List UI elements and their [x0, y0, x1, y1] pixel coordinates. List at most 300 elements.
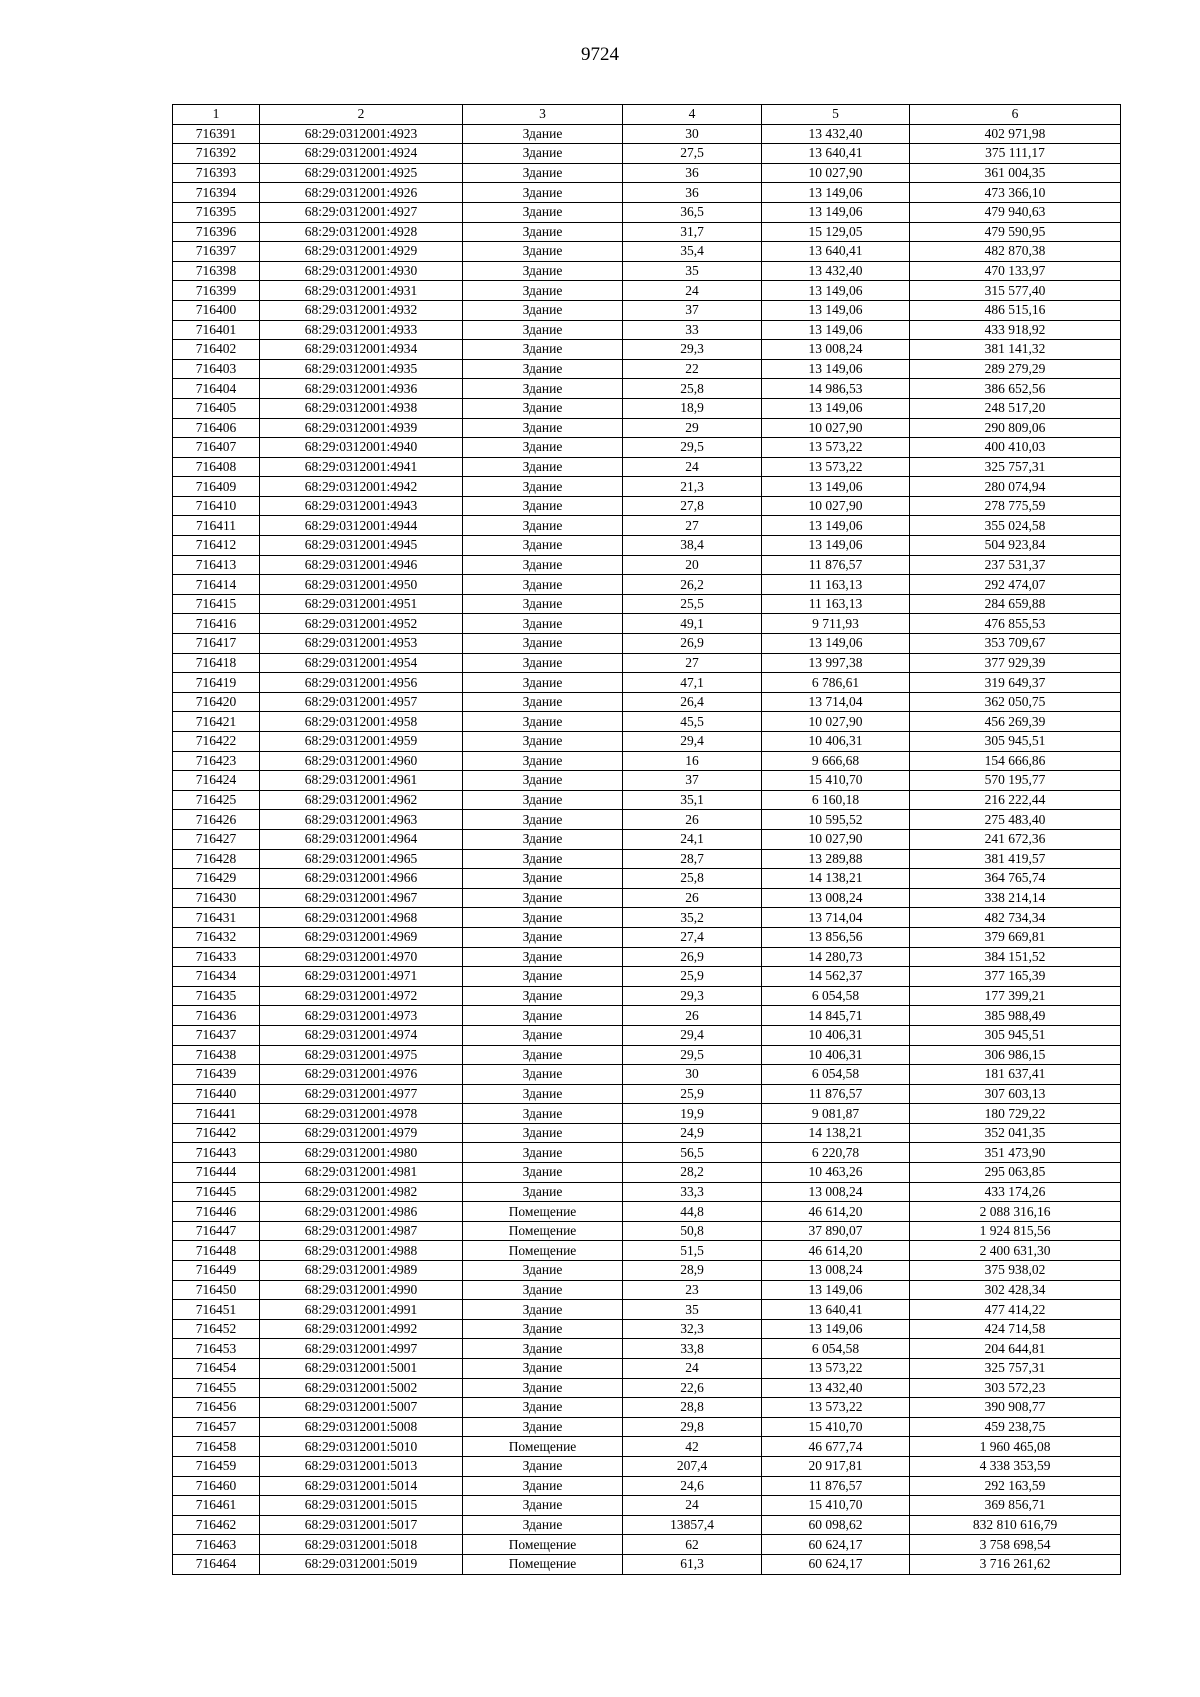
- table-cell-col-5: 13 640,41: [762, 242, 910, 262]
- table-cell-col-2: 68:29:0312001:5013: [260, 1456, 463, 1476]
- table-cell-col-4: 36,5: [623, 202, 762, 222]
- table-row: [173, 438, 1121, 458]
- table-cell-col-2: 68:29:0312001:5018: [260, 1535, 463, 1555]
- table-cell-col-2: 68:29:0312001:4925: [260, 163, 463, 183]
- table-cell-col-1: 716405: [173, 398, 260, 418]
- table-cell-col-5: 46 614,20: [762, 1202, 910, 1222]
- table-cell-col-1: 716464: [173, 1554, 260, 1574]
- table-cell-col-4: 56,5: [623, 1143, 762, 1163]
- table-cell-col-5: 11 876,57: [762, 555, 910, 575]
- table-cell-col-4: 28,9: [623, 1261, 762, 1281]
- table-cell-col-2: 68:29:0312001:5019: [260, 1554, 463, 1574]
- table-cell-col-1: 716441: [173, 1104, 260, 1124]
- table-cell-col-6: 832 810 616,79: [910, 1515, 1121, 1535]
- table-cell-col-6: 305 945,51: [910, 732, 1121, 752]
- column-header-5: 5: [762, 105, 910, 125]
- table-cell-col-2: 68:29:0312001:5001: [260, 1359, 463, 1379]
- table-cell-col-2: 68:29:0312001:4944: [260, 516, 463, 536]
- table-cell-col-2: 68:29:0312001:4941: [260, 457, 463, 477]
- table-cell-col-4: 35,4: [623, 242, 762, 262]
- table-cell-col-6: 303 572,23: [910, 1378, 1121, 1398]
- table-row: [173, 320, 1121, 340]
- table-row: [173, 967, 1121, 987]
- table-cell-col-3: Здание: [463, 634, 623, 654]
- table-cell-col-3: Здание: [463, 1280, 623, 1300]
- table-row: [173, 634, 1121, 654]
- table-cell-col-4: 42: [623, 1437, 762, 1457]
- table-cell-col-1: 716425: [173, 790, 260, 810]
- table-cell-col-4: 35,1: [623, 790, 762, 810]
- table-cell-col-1: 716403: [173, 359, 260, 379]
- table-cell-col-6: 154 666,86: [910, 751, 1121, 771]
- table-cell-col-1: 716427: [173, 829, 260, 849]
- table-cell-col-3: Здание: [463, 1378, 623, 1398]
- table-cell-col-2: 68:29:0312001:4936: [260, 379, 463, 399]
- table-row: [173, 1280, 1121, 1300]
- table-cell-col-6: 377 929,39: [910, 653, 1121, 673]
- table-cell-col-4: 21,3: [623, 477, 762, 497]
- table-cell-col-2: 68:29:0312001:4940: [260, 438, 463, 458]
- table-row: [173, 1104, 1121, 1124]
- table-cell-col-4: 45,5: [623, 712, 762, 732]
- column-header-4: 4: [623, 105, 762, 125]
- table-cell-col-4: 24,1: [623, 829, 762, 849]
- table-cell-col-2: 68:29:0312001:4971: [260, 967, 463, 987]
- column-header-3: 3: [463, 105, 623, 125]
- table-cell-col-2: 68:29:0312001:4976: [260, 1065, 463, 1085]
- table-row: [173, 947, 1121, 967]
- table-cell-col-3: Здание: [463, 869, 623, 889]
- table-cell-col-6: 2 088 316,16: [910, 1202, 1121, 1222]
- table-cell-col-2: 68:29:0312001:4974: [260, 1025, 463, 1045]
- table-cell-col-5: 13 573,22: [762, 457, 910, 477]
- table-cell-col-5: 60 098,62: [762, 1515, 910, 1535]
- table-cell-col-5: 13 149,06: [762, 536, 910, 556]
- table-cell-col-4: 28,2: [623, 1163, 762, 1183]
- table-row: [173, 986, 1121, 1006]
- table-row: [173, 908, 1121, 928]
- table-cell-col-3: Здание: [463, 1319, 623, 1339]
- table-cell-col-6: 275 483,40: [910, 810, 1121, 830]
- table-cell-col-6: 1 960 465,08: [910, 1437, 1121, 1457]
- table-cell-col-1: 716417: [173, 634, 260, 654]
- table-cell-col-2: 68:29:0312001:4945: [260, 536, 463, 556]
- table-cell-col-6: 325 757,31: [910, 1359, 1121, 1379]
- table-cell-col-4: 29,4: [623, 1025, 762, 1045]
- table-header: [173, 105, 1121, 125]
- table-cell-col-1: 716431: [173, 908, 260, 928]
- table-cell-col-1: 716420: [173, 692, 260, 712]
- table-cell-col-6: 292 474,07: [910, 575, 1121, 595]
- table-cell-col-1: 716436: [173, 1006, 260, 1026]
- table-cell-col-2: 68:29:0312001:4970: [260, 947, 463, 967]
- table-cell-col-2: 68:29:0312001:4981: [260, 1163, 463, 1183]
- table-cell-col-4: 62: [623, 1535, 762, 1555]
- table-cell-col-3: Здание: [463, 888, 623, 908]
- table-cell-col-4: 24: [623, 281, 762, 301]
- table-cell-col-6: 482 870,38: [910, 242, 1121, 262]
- table-cell-col-2: 68:29:0312001:4930: [260, 261, 463, 281]
- table-cell-col-5: 10 595,52: [762, 810, 910, 830]
- table-cell-col-3: Здание: [463, 1065, 623, 1085]
- table-cell-col-1: 716460: [173, 1476, 260, 1496]
- table-cell-col-2: 68:29:0312001:4973: [260, 1006, 463, 1026]
- table-cell-col-1: 716419: [173, 673, 260, 693]
- table-cell-col-3: Здание: [463, 1182, 623, 1202]
- table-cell-col-6: 302 428,34: [910, 1280, 1121, 1300]
- table-cell-col-1: 716445: [173, 1182, 260, 1202]
- table-cell-col-1: 716391: [173, 124, 260, 144]
- table-cell-col-5: 6 054,58: [762, 986, 910, 1006]
- table-cell-col-4: 25,8: [623, 869, 762, 889]
- table-cell-col-1: 716421: [173, 712, 260, 732]
- table-cell-col-1: 716463: [173, 1535, 260, 1555]
- table-cell-col-5: 11 876,57: [762, 1476, 910, 1496]
- table-cell-col-6: 433 174,26: [910, 1182, 1121, 1202]
- table-cell-col-5: 9 081,87: [762, 1104, 910, 1124]
- table-cell-col-6: 280 074,94: [910, 477, 1121, 497]
- table-row: [173, 1006, 1121, 1026]
- table-cell-col-3: Здание: [463, 555, 623, 575]
- table-cell-col-2: 68:29:0312001:5008: [260, 1417, 463, 1437]
- table-cell-col-4: 18,9: [623, 398, 762, 418]
- table-cell-col-5: 60 624,17: [762, 1554, 910, 1574]
- table-cell-col-4: 25,5: [623, 594, 762, 614]
- table-cell-col-2: 68:29:0312001:4968: [260, 908, 463, 928]
- table-row: [173, 614, 1121, 634]
- table-cell-col-5: 14 986,53: [762, 379, 910, 399]
- table-cell-col-4: 29,5: [623, 438, 762, 458]
- table-row: [173, 1359, 1121, 1379]
- table-cell-col-3: Здание: [463, 1163, 623, 1183]
- table-row: [173, 1182, 1121, 1202]
- table-row: [173, 1515, 1121, 1535]
- table-cell-col-4: 25,9: [623, 967, 762, 987]
- table-cell-col-4: 27,4: [623, 927, 762, 947]
- table-cell-col-3: Здание: [463, 1006, 623, 1026]
- table-cell-col-5: 13 149,06: [762, 516, 910, 536]
- table-cell-col-2: 68:29:0312001:5002: [260, 1378, 463, 1398]
- table-cell-col-4: 26,9: [623, 634, 762, 654]
- table-cell-col-2: 68:29:0312001:4939: [260, 418, 463, 438]
- table-row: [173, 1437, 1121, 1457]
- table-cell-col-6: 216 222,44: [910, 790, 1121, 810]
- column-header-1: 1: [173, 105, 260, 125]
- table-row: [173, 516, 1121, 536]
- table-cell-col-6: 381 141,32: [910, 340, 1121, 360]
- table-cell-col-6: 315 577,40: [910, 281, 1121, 301]
- table-cell-col-5: 13 008,24: [762, 1182, 910, 1202]
- table-cell-col-2: 68:29:0312001:4963: [260, 810, 463, 830]
- table-cell-col-1: 716392: [173, 144, 260, 164]
- table-cell-col-5: 14 280,73: [762, 947, 910, 967]
- table-cell-col-6: 375 938,02: [910, 1261, 1121, 1281]
- table-cell-col-5: 13 008,24: [762, 340, 910, 360]
- table-cell-col-4: 26: [623, 810, 762, 830]
- table-cell-col-2: 68:29:0312001:4954: [260, 653, 463, 673]
- table-cell-col-4: 36: [623, 183, 762, 203]
- table-cell-col-5: 13 432,40: [762, 124, 910, 144]
- table-cell-col-3: Здание: [463, 810, 623, 830]
- table-cell-col-5: 13 640,41: [762, 1300, 910, 1320]
- table-cell-col-3: Здание: [463, 477, 623, 497]
- table-row: [173, 1084, 1121, 1104]
- table-cell-col-5: 13 149,06: [762, 202, 910, 222]
- table-cell-col-6: 1 924 815,56: [910, 1221, 1121, 1241]
- table-cell-col-4: 44,8: [623, 1202, 762, 1222]
- table-cell-col-3: Помещение: [463, 1241, 623, 1261]
- table-cell-col-1: 716453: [173, 1339, 260, 1359]
- table-cell-col-4: 37: [623, 771, 762, 791]
- table-cell-col-5: 13 149,06: [762, 359, 910, 379]
- table-cell-col-1: 716402: [173, 340, 260, 360]
- table-row: [173, 496, 1121, 516]
- table-cell-col-3: Здание: [463, 124, 623, 144]
- table-cell-col-6: 248 517,20: [910, 398, 1121, 418]
- table-cell-col-6: 385 988,49: [910, 1006, 1121, 1026]
- column-header-6: 6: [910, 105, 1121, 125]
- table-cell-col-5: 13 714,04: [762, 908, 910, 928]
- table-cell-col-6: 456 269,39: [910, 712, 1121, 732]
- table-cell-col-6: 386 652,56: [910, 379, 1121, 399]
- table-row: [173, 1300, 1121, 1320]
- table-cell-col-2: 68:29:0312001:4979: [260, 1123, 463, 1143]
- table-cell-col-6: 292 163,59: [910, 1476, 1121, 1496]
- table-cell-col-1: 716448: [173, 1241, 260, 1261]
- table-cell-col-2: 68:29:0312001:4986: [260, 1202, 463, 1222]
- table-cell-col-1: 716426: [173, 810, 260, 830]
- table-cell-col-2: 68:29:0312001:4926: [260, 183, 463, 203]
- table-cell-col-2: 68:29:0312001:4982: [260, 1182, 463, 1202]
- table-cell-col-4: 28,8: [623, 1398, 762, 1418]
- table-cell-col-2: 68:29:0312001:4987: [260, 1221, 463, 1241]
- table-row: [173, 1319, 1121, 1339]
- table-cell-col-1: 716409: [173, 477, 260, 497]
- table-cell-col-5: 10 027,90: [762, 163, 910, 183]
- table-cell-col-2: 68:29:0312001:4923: [260, 124, 463, 144]
- table-cell-col-3: Помещение: [463, 1535, 623, 1555]
- table-cell-col-3: Здание: [463, 1084, 623, 1104]
- table-cell-col-4: 24: [623, 1496, 762, 1516]
- table-cell-col-6: 377 165,39: [910, 967, 1121, 987]
- table-cell-col-3: Здание: [463, 1045, 623, 1065]
- table-cell-col-4: 35,2: [623, 908, 762, 928]
- table-cell-col-4: 30: [623, 124, 762, 144]
- table-cell-col-6: 482 734,34: [910, 908, 1121, 928]
- table-cell-col-1: 716404: [173, 379, 260, 399]
- table-cell-col-5: 13 432,40: [762, 261, 910, 281]
- table-cell-col-3: Здание: [463, 927, 623, 947]
- table-cell-col-6: 284 659,88: [910, 594, 1121, 614]
- table-cell-col-6: 479 590,95: [910, 222, 1121, 242]
- table-cell-col-1: 716395: [173, 202, 260, 222]
- table-cell-col-4: 31,7: [623, 222, 762, 242]
- table-cell-col-6: 3 758 698,54: [910, 1535, 1121, 1555]
- table-row: [173, 810, 1121, 830]
- table-row: [173, 242, 1121, 262]
- table-cell-col-3: Здание: [463, 673, 623, 693]
- table-cell-col-1: 716401: [173, 320, 260, 340]
- table-cell-col-6: 241 672,36: [910, 829, 1121, 849]
- table-cell-col-6: 237 531,37: [910, 555, 1121, 575]
- table-cell-col-2: 68:29:0312001:5017: [260, 1515, 463, 1535]
- table-row: [173, 1221, 1121, 1241]
- table-cell-col-5: 10 406,31: [762, 732, 910, 752]
- table-cell-col-2: 68:29:0312001:4956: [260, 673, 463, 693]
- table-cell-col-6: 362 050,75: [910, 692, 1121, 712]
- table-cell-col-4: 37: [623, 300, 762, 320]
- table-cell-col-5: 6 160,18: [762, 790, 910, 810]
- table-cell-col-2: 68:29:0312001:4969: [260, 927, 463, 947]
- table-cell-col-2: 68:29:0312001:4943: [260, 496, 463, 516]
- table-cell-col-5: 10 406,31: [762, 1045, 910, 1065]
- table-cell-col-2: 68:29:0312001:4978: [260, 1104, 463, 1124]
- table-cell-col-5: 15 410,70: [762, 1496, 910, 1516]
- table-cell-col-2: 68:29:0312001:4946: [260, 555, 463, 575]
- table-cell-col-6: 2 400 631,30: [910, 1241, 1121, 1261]
- table-cell-col-5: 13 714,04: [762, 692, 910, 712]
- table-row: [173, 594, 1121, 614]
- page-number: 9724: [581, 44, 619, 65]
- table-cell-col-1: 716418: [173, 653, 260, 673]
- table-cell-col-3: Здание: [463, 536, 623, 556]
- table-cell-col-6: 351 473,90: [910, 1143, 1121, 1163]
- table-cell-col-1: 716437: [173, 1025, 260, 1045]
- table-row: [173, 1496, 1121, 1516]
- table-cell-col-3: Здание: [463, 261, 623, 281]
- table-row: [173, 379, 1121, 399]
- table-cell-col-1: 716457: [173, 1417, 260, 1437]
- table-cell-col-1: 716452: [173, 1319, 260, 1339]
- table-cell-col-5: 10 027,90: [762, 418, 910, 438]
- table-cell-col-2: 68:29:0312001:4951: [260, 594, 463, 614]
- table-row: [173, 359, 1121, 379]
- table-cell-col-6: 384 151,52: [910, 947, 1121, 967]
- table-cell-col-1: 716424: [173, 771, 260, 791]
- table-cell-col-6: 570 195,77: [910, 771, 1121, 791]
- table-cell-col-6: 355 024,58: [910, 516, 1121, 536]
- table-cell-col-4: 33,8: [623, 1339, 762, 1359]
- table-cell-col-3: Здание: [463, 575, 623, 595]
- table-cell-col-2: 68:29:0312001:4965: [260, 849, 463, 869]
- table-cell-col-1: 716415: [173, 594, 260, 614]
- table-cell-col-2: 68:29:0312001:4933: [260, 320, 463, 340]
- column-header-2: 2: [260, 105, 463, 125]
- table-cell-col-5: 13 997,38: [762, 653, 910, 673]
- table-cell-col-4: 26: [623, 1006, 762, 1026]
- table-cell-col-4: 207,4: [623, 1456, 762, 1476]
- table-cell-col-6: 306 986,15: [910, 1045, 1121, 1065]
- table-cell-col-3: Здание: [463, 1417, 623, 1437]
- table-cell-col-2: 68:29:0312001:4953: [260, 634, 463, 654]
- table-cell-col-5: 15 129,05: [762, 222, 910, 242]
- table-cell-col-2: 68:29:0312001:4997: [260, 1339, 463, 1359]
- table-row: [173, 300, 1121, 320]
- table-cell-col-2: 68:29:0312001:5010: [260, 1437, 463, 1457]
- table-cell-col-1: 716462: [173, 1515, 260, 1535]
- table-cell-col-3: Помещение: [463, 1554, 623, 1574]
- table-cell-col-5: 9 711,93: [762, 614, 910, 634]
- table-cell-col-3: Здание: [463, 1300, 623, 1320]
- table-cell-col-5: 14 562,37: [762, 967, 910, 987]
- table-cell-col-5: 13 149,06: [762, 1319, 910, 1339]
- table-cell-col-1: 716398: [173, 261, 260, 281]
- table-cell-col-1: 716440: [173, 1084, 260, 1104]
- table-cell-col-4: 27: [623, 516, 762, 536]
- table-cell-col-6: 424 714,58: [910, 1319, 1121, 1339]
- table-cell-col-5: 15 410,70: [762, 1417, 910, 1437]
- table-body: [173, 124, 1121, 1574]
- table-cell-col-3: Здание: [463, 1476, 623, 1496]
- table-cell-col-6: 364 765,74: [910, 869, 1121, 889]
- table-cell-col-1: 716408: [173, 457, 260, 477]
- table-row: [173, 849, 1121, 869]
- table-cell-col-6: 476 855,53: [910, 614, 1121, 634]
- table-cell-col-6: 278 775,59: [910, 496, 1121, 516]
- table-cell-col-4: 49,1: [623, 614, 762, 634]
- table-cell-col-2: 68:29:0312001:4928: [260, 222, 463, 242]
- table-cell-col-4: 27,8: [623, 496, 762, 516]
- table-row: [173, 457, 1121, 477]
- table-cell-col-1: 716449: [173, 1261, 260, 1281]
- table-cell-col-6: 400 410,03: [910, 438, 1121, 458]
- table-cell-col-3: Здание: [463, 653, 623, 673]
- table-row: [173, 829, 1121, 849]
- table-cell-col-5: 13 008,24: [762, 1261, 910, 1281]
- table-cell-col-4: 32,3: [623, 1319, 762, 1339]
- table-row: [173, 1476, 1121, 1496]
- table-cell-col-6: 3 716 261,62: [910, 1554, 1121, 1574]
- table-cell-col-1: 716413: [173, 555, 260, 575]
- table-cell-col-4: 23: [623, 1280, 762, 1300]
- table-cell-col-3: Здание: [463, 829, 623, 849]
- table-row: [173, 1535, 1121, 1555]
- table-cell-col-6: 307 603,13: [910, 1084, 1121, 1104]
- table-row: [173, 1025, 1121, 1045]
- table-cell-col-5: 13 640,41: [762, 144, 910, 164]
- header-row: [173, 105, 1121, 125]
- table-cell-col-2: 68:29:0312001:4964: [260, 829, 463, 849]
- table-cell-col-5: 20 917,81: [762, 1456, 910, 1476]
- table-row: [173, 790, 1121, 810]
- table-row: [173, 261, 1121, 281]
- table-cell-col-3: Здание: [463, 202, 623, 222]
- table-row: [173, 888, 1121, 908]
- table-cell-col-4: 16: [623, 751, 762, 771]
- table-cell-col-5: 13 432,40: [762, 1378, 910, 1398]
- table-cell-col-5: 6 054,58: [762, 1065, 910, 1085]
- table-cell-col-1: 716446: [173, 1202, 260, 1222]
- table-row: [173, 1417, 1121, 1437]
- table-cell-col-1: 716394: [173, 183, 260, 203]
- table-cell-col-1: 716450: [173, 1280, 260, 1300]
- table-cell-col-6: 352 041,35: [910, 1123, 1121, 1143]
- table-row: [173, 673, 1121, 693]
- table-cell-col-3: Здание: [463, 379, 623, 399]
- table-cell-col-4: 22,6: [623, 1378, 762, 1398]
- table-cell-col-4: 38,4: [623, 536, 762, 556]
- table-cell-col-1: 716416: [173, 614, 260, 634]
- table-cell-col-3: Здание: [463, 222, 623, 242]
- table-cell-col-5: 46 677,74: [762, 1437, 910, 1457]
- table-cell-col-2: 68:29:0312001:4972: [260, 986, 463, 1006]
- table-cell-col-4: 26: [623, 888, 762, 908]
- table-cell-col-6: 470 133,97: [910, 261, 1121, 281]
- table-row: [173, 1143, 1121, 1163]
- table-row: [173, 281, 1121, 301]
- table-cell-col-6: 177 399,21: [910, 986, 1121, 1006]
- table-cell-col-6: 361 004,35: [910, 163, 1121, 183]
